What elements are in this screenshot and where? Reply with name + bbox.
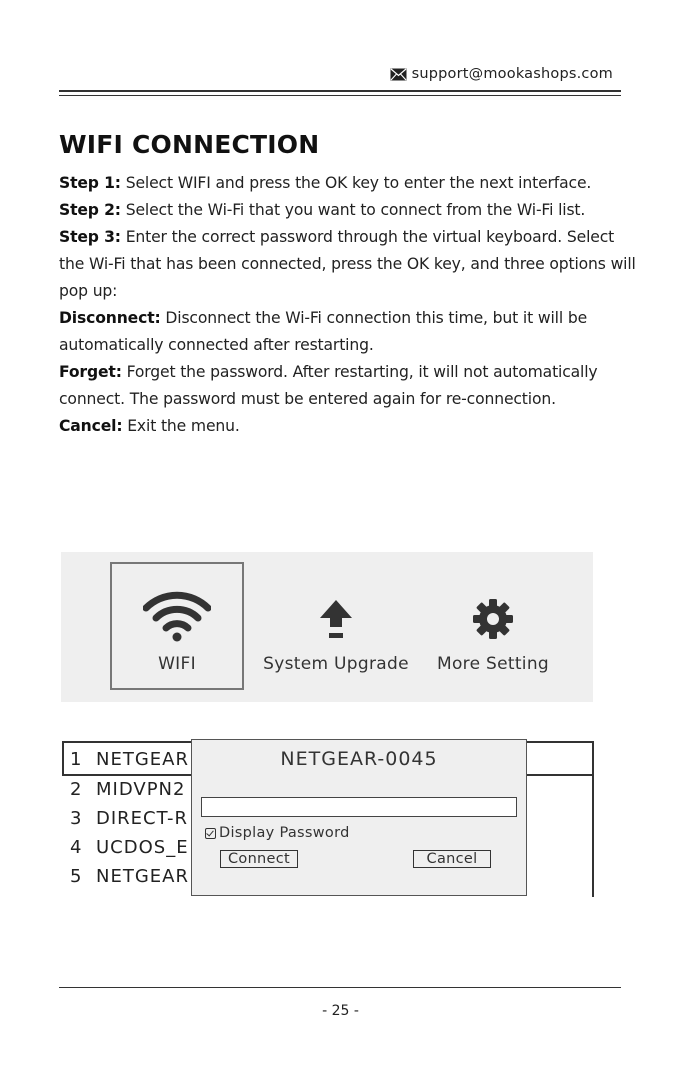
header-email [390, 66, 613, 82]
wifi-list-item-name: DIRECT-R [96, 808, 188, 829]
display-password-label: Display Password [219, 825, 350, 841]
step-2-label: Step 2: [59, 201, 121, 219]
support-email[interactable]: support@mookashops.com [411, 66, 613, 82]
step-3-label: Step 3: [59, 228, 121, 246]
step-1 [59, 170, 639, 197]
cancel-label: Cancel: [59, 417, 123, 435]
forget-desc [59, 359, 639, 413]
display-password-option[interactable] [205, 825, 350, 841]
page-number: - 25 - [322, 1003, 359, 1019]
wifi-list-item-name: NETGEAR [96, 866, 189, 887]
disconnect-desc [59, 305, 639, 359]
header-rule [59, 90, 621, 92]
menu-item-more-setting-label: More Setting [436, 654, 550, 674]
instructions [59, 170, 639, 440]
cancel-button[interactable]: Cancel [413, 850, 491, 868]
selected-row-left-border [62, 741, 64, 776]
step-3 [59, 224, 639, 305]
wifi-password-dialog [191, 739, 527, 896]
wifi-list-item[interactable] [70, 833, 189, 862]
menu-item-system-upgrade-label: System Upgrade [263, 654, 409, 674]
wifi-list-item[interactable] [70, 804, 188, 833]
step-2-text: Select the Wi-Fi that you want to connect from the Wi-Fi list. [120, 201, 586, 219]
wifi-list-item-number: 2 [70, 779, 83, 800]
settings-menu [61, 552, 593, 702]
list-right-border [592, 741, 594, 897]
envelope-icon [390, 68, 407, 81]
connect-button[interactable]: Connect [220, 850, 298, 868]
display-password-checkbox[interactable] [205, 828, 216, 839]
step-1-text: Select WIFI and press the OK key to enter the next interface. [120, 174, 592, 192]
wifi-list-item-number: 4 [70, 837, 83, 858]
wifi-list-item[interactable] [70, 775, 185, 804]
step-3-text: Enter the correct password through the virtual keyboard. Select the Wi-Fi that has been connected, press the OK key, and three options will pop up: [59, 228, 636, 300]
wifi-list-item-number: 1 [70, 749, 83, 770]
header-rule-thin [59, 95, 621, 96]
step-2 [59, 197, 639, 224]
dialog-title: NETGEAR-0045 [280, 748, 438, 770]
cancel-text: Exit the menu. [122, 417, 240, 435]
wifi-list-item[interactable] [70, 862, 189, 891]
footer-rule [59, 987, 621, 988]
wifi-list-item-number: 3 [70, 808, 83, 829]
disconnect-label: Disconnect: [59, 309, 161, 327]
page-title: WIFI CONNECTION [59, 130, 320, 159]
wifi-list-item-name: NETGEAR [96, 749, 189, 770]
menu-item-wifi[interactable] [110, 562, 244, 690]
wifi-list-item-number: 5 [70, 866, 83, 887]
forget-text: Forget the password. After restarting, it will not automatically connect. The password must be entered again for re-connection. [59, 363, 598, 408]
wifi-icon [143, 590, 211, 647]
wifi-list-item[interactable] [70, 745, 189, 774]
menu-item-system-upgrade[interactable] [256, 562, 416, 690]
upload-arrow-icon [318, 598, 354, 645]
disconnect-text: Disconnect the Wi-Fi connection this time, but it will be automatically connected after restarting. [59, 309, 588, 354]
gear-icon [472, 598, 514, 645]
menu-item-more-setting[interactable] [429, 562, 557, 690]
forget-label: Forget: [59, 363, 122, 381]
step-1-label: Step 1: [59, 174, 121, 192]
wifi-list-item-name: UCDOS_E [96, 837, 189, 858]
password-input[interactable] [201, 797, 517, 817]
menu-item-wifi-label: WIFI [158, 654, 196, 674]
wifi-list-item-name: MIDVPN2 [96, 779, 186, 800]
cancel-desc [59, 413, 639, 440]
